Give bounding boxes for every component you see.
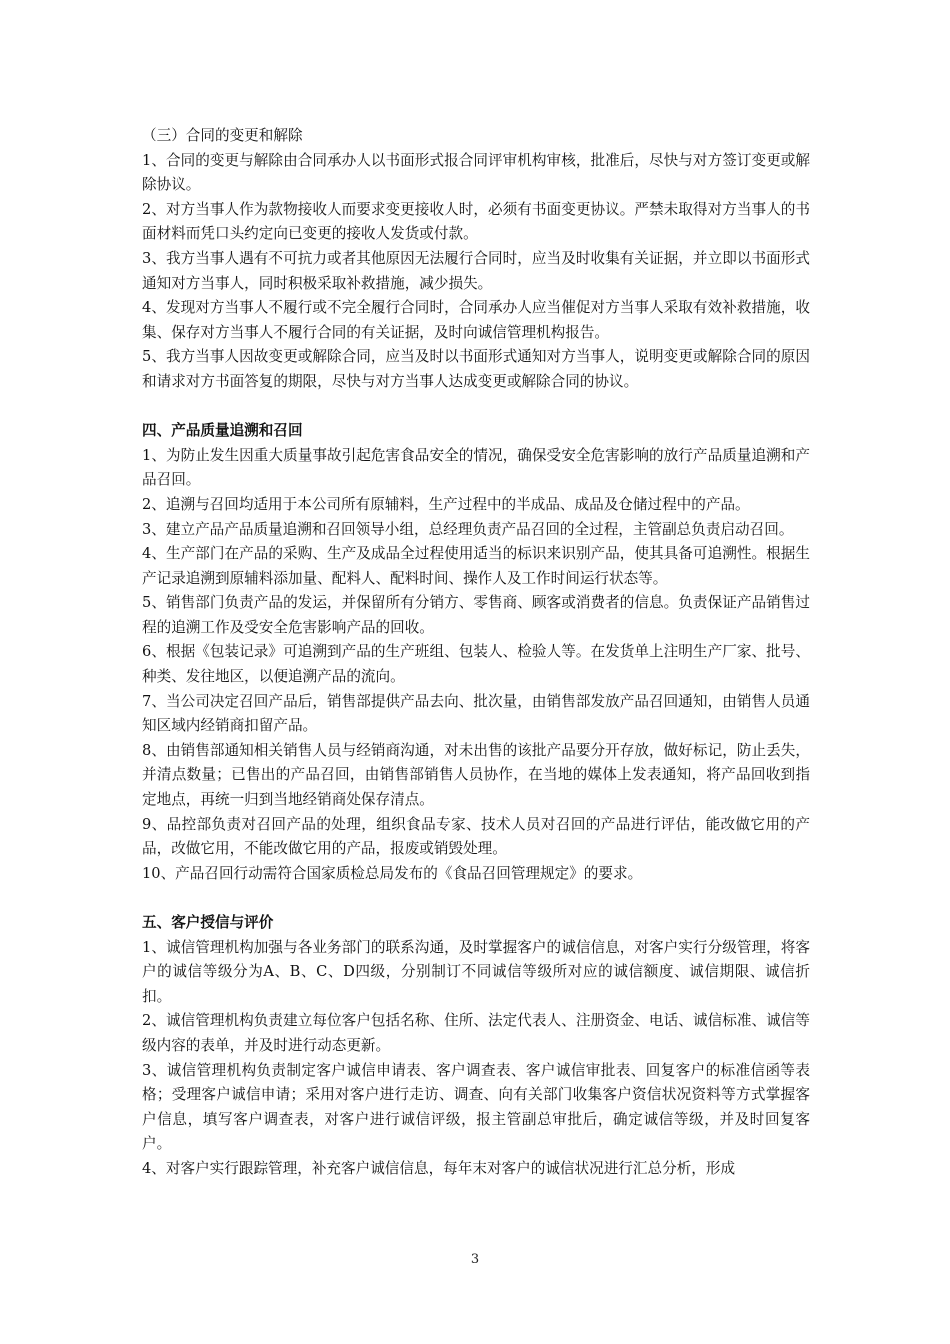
section-3-heading: （三）合同的变更和解除 <box>142 127 303 144</box>
section-4-paragraph-5: 5、销售部门负责产品的发运，并保留所有分销方、零售商、顾客或消费者的信息。负责保证产品销售过程的追溯工作及受安全危害影响产品的回收。 <box>142 594 810 636</box>
section-4-paragraph-9: 9、品控部负责对召回产品的处理，组织食品专家、技术人员对召回的产品进行评估，能改做它用的产品，改做它用，不能改做它用的产品，报废或销毁处理。 <box>142 815 810 858</box>
section-4-heading: 四、产品质量追溯和召回 <box>142 422 303 440</box>
section-4-paragraph-1: 1、为防止发生因重大质量事故引起危害食品安全的情况，确保受安全危害影响的放行产品质量追溯和产品召回。 <box>142 446 810 489</box>
section-5-paragraph-4: 4、对客户实行跟踪管理，补充客户诚信信息，每年末对客户的诚信状况进行汇总分析，形成 <box>142 1159 736 1177</box>
section-spacer <box>142 886 810 911</box>
document-body <box>142 124 810 1182</box>
section-5-paragraph-1: 1、诚信管理机构加强与各业务部门的联系沟通，及时掌握客户的诚信信息，对客户实行分级管理，将客户的诚信等级分为A、B、C、D四级，分别制订不同诚信等级所对应的诚信额度、诚信期限、诚信折扣。 <box>142 938 810 1005</box>
section-4-paragraph-4: 4、生产部门在产品的采购、生产及成品全过程使用适当的标识来识别产品，使其具备可追溯性。根据生产记录追溯到原辅料添加量、配料人、配料时间、操作人及工作时间运行状态等。 <box>142 545 810 587</box>
section-4-paragraph-3: 3、建立产品产品质量追溯和召回领导小组，总经理负责产品召回的全过程，主管副总负责启动召回。 <box>142 520 794 538</box>
section-3-paragraph-3: 3、我方当事人遇有不可抗力或者其他原因无法履行合同时，应当及时收集有关证据，并立即以书面形式通知对方当事人，同时积极采取补救措施，减少损失。 <box>142 249 810 292</box>
section-4-paragraph-8: 8、由销售部通知相关销售人员与经销商沟通，对未出售的该批产品要分开存放，做好标记，防止丢失，并清点数量；已售出的产品召回，由销售部销售人员协作，在当地的媒体上发表通知，将产品回收到指定地点，再统一归到当地经销商处保存清点。 <box>142 741 810 809</box>
section-3-paragraph-4: 4、发现对方当事人不履行或不完全履行合同时，合同承办人应当催促对方当事人采取有效补救措施，收集、保存对方当事人不履行合同的有关证据，及时向诚信管理机构报告。 <box>142 299 810 341</box>
section-3-paragraph-5: 5、我方当事人因故变更或解除合同，应当及时以书面形式通知对方当事人，说明变更或解除合同的原因和请求对方书面答复的期限，尽快与对方当事人达成变更或解除合同的协议。 <box>142 348 810 390</box>
section-5-paragraph-2: 2、诚信管理机构负责建立每位客户包括名称、住所、法定代表人、注册资金、电话、诚信标准、诚信等级内容的表单，并及时进行动态更新。 <box>142 1012 810 1054</box>
section-3-paragraph-1: 1、合同的变更与解除由合同承办人以书面形式报合同评审机构审核，批准后，尽快与对方签订变更或解除协议。 <box>142 151 810 194</box>
section-4-paragraph-10: 10、产品召回行动需符合国家质检总局发布的《食品召回管理规定》的要求。 <box>142 864 643 882</box>
section-5-heading: 五、客户授信与评价 <box>142 914 274 931</box>
section-spacer <box>142 395 810 420</box>
section-4-paragraph-7: 7、当公司决定召回产品后，销售部提供产品去向、批次量，由销售部发放产品召回通知，由销售人员通知区域内经销商扣留产品。 <box>142 692 810 735</box>
section-5-paragraph-3: 3、诚信管理机构负责制定客户诚信申请表、客户调查表、客户诚信审批表、回复客户的标准信函等表格；受理客户诚信申请；采用对客户进行走访、调查、向有关部门收集客户资信状况资料等方式掌握客户信息，填写客户调查表，对客户进行诚信评级，报主管副总审批后，确定诚信等级，并及时回复客户。 <box>142 1061 810 1153</box>
section-3-paragraph-2: 2、对方当事人作为款物接收人而要求变更接收人时，必须有书面变更协议。严禁未取得对方当事人的书面材料而凭口头约定向已变更的接收人发货或付款。 <box>142 200 810 243</box>
section-4-paragraph-6: 6、根据《包装记录》可追溯到产品的生产班组、包装人、检验人等。在发货单上注明生产厂家、批号、种类、发往地区，以便追溯产品的流向。 <box>142 643 810 686</box>
section-4-paragraph-2: 2、追溯与召回均适用于本公司所有原辅料，生产过程中的半成品、成品及仓储过程中的产品。 <box>142 495 750 513</box>
page-number: 3 <box>470 1252 480 1267</box>
